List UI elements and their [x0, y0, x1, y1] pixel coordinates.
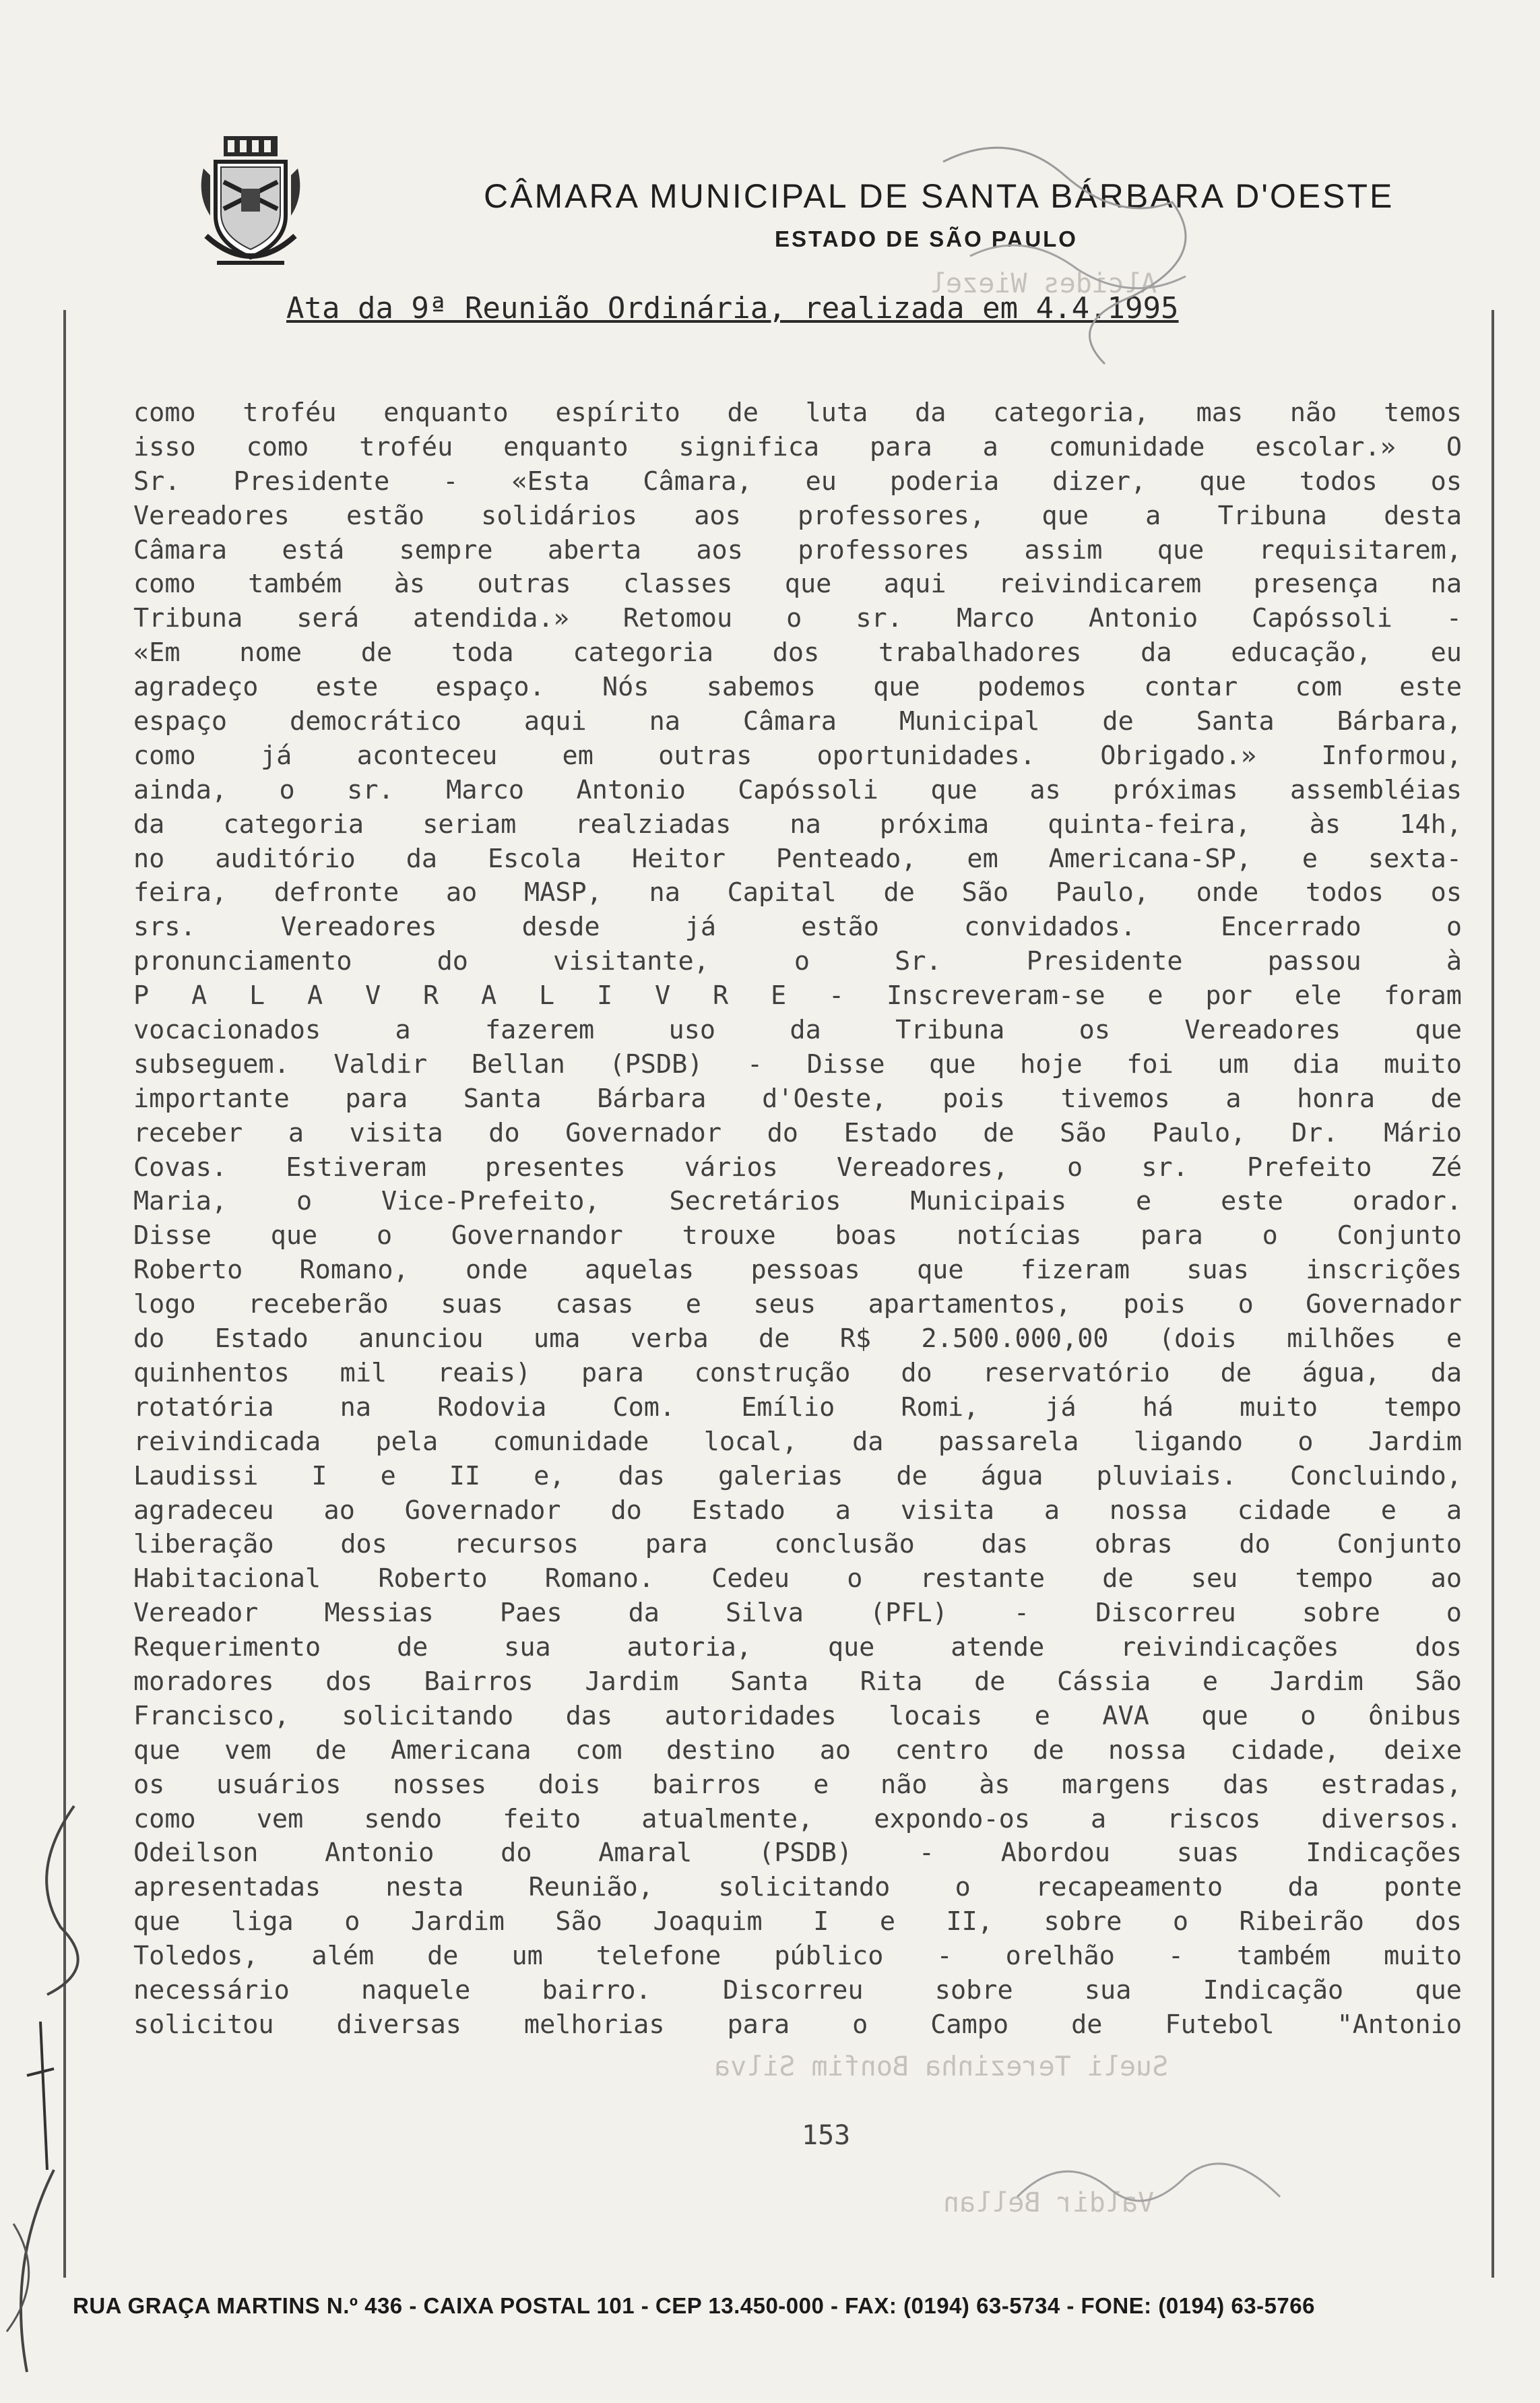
body-line: moradores dos Bairros Jardim Santa Rita de Cássia e Jardim São: [133, 1666, 1462, 1697]
bleed-through-name-mid: Sueli Terezinha Bonfim Silva: [714, 2051, 1169, 2082]
body-line: Maria, o Vice-Prefeito, Secretários Municipais e este orador.: [133, 1186, 1462, 1217]
signature-scribble-top: [930, 121, 1266, 404]
body-line: agradeceu ao Governador do Estado a visita a nossa cidade e a: [133, 1495, 1462, 1526]
body-line: ainda, o sr. Marco Antonio Capóssoli que as próximas assembléias: [133, 774, 1462, 805]
body-line: do Estado anunciou uma verba de R$ 2.500.000,00 (dois milhões e: [133, 1323, 1462, 1354]
body-line: quinhentos mil reais) para construção do reservatório de água, da: [133, 1357, 1462, 1388]
body-line: que liga o Jardim São Joaquim I e II, sobre o Ribeirão dos: [133, 1906, 1462, 1937]
body-line: reivindicada pela comunidade local, da passarela ligando o Jardim: [133, 1426, 1462, 1457]
state-subtitle: ESTADO DE SÃO PAULO: [775, 226, 1078, 251]
body-line: Odeilson Antonio do Amaral (PSDB) - Abordou suas Indicações: [133, 1838, 1462, 1869]
body-line: P A L A V R A L I V R E - Inscreveram-se e por ele foram: [133, 980, 1462, 1011]
body-line: necessário naquele bairro. Discorreu sobre sua Indicação que: [133, 1974, 1462, 2005]
body-line: Requerimento de sua autoria, que atende reivindicações dos: [133, 1632, 1462, 1663]
right-margin-rule: [1491, 310, 1494, 2278]
body-line: como também às outras classes que aqui reivindicarem presença na: [133, 569, 1462, 600]
body-line: espaço democrático aqui na Câmara Municipal de Santa Bárbara,: [133, 706, 1462, 737]
body-line: como vem sendo feito atualmente, expondo-os a riscos diversos.: [133, 1803, 1462, 1834]
body-line: da categoria seriam realziadas na próxima quinta-feira, às 14h,: [133, 809, 1462, 840]
body-line: rotatória na Rodovia Com. Emílio Romi, já há muito tempo: [133, 1392, 1462, 1423]
body-line: agradeço este espaço. Nós sabemos que podemos contar com este: [133, 672, 1462, 703]
body-line: que vem de Americana com destino ao centro de nossa cidade, deixe: [133, 1735, 1462, 1766]
signature-scribble-bottom: [1010, 2136, 1293, 2237]
body-line: liberação dos recursos para conclusão das obras do Conjunto: [133, 1529, 1462, 1560]
body-line: no auditório da Escola Heitor Penteado, em Americana-SP, e sexta-: [133, 843, 1462, 874]
body-line: importante para Santa Bárbara d'Oeste, pois tivemos a honra de: [133, 1083, 1462, 1114]
body-line: Habitacional Roberto Romano. Cedeu o restante de seu tempo ao: [133, 1563, 1462, 1594]
body-line: como troféu enquanto espírito de luta da categoria, mas não temos: [133, 398, 1462, 428]
minutes-body: [133, 396, 1462, 2042]
body-line: Sr. Presidente - «Esta Câmara, eu poderia dizer, que todos os: [133, 466, 1462, 497]
body-line: Disse que o Governandor trouxe boas notícias para o Conjunto: [133, 1220, 1462, 1251]
body-line: Vereador Messias Paes da Silva (PFL) - Discorreu sobre o: [133, 1598, 1462, 1629]
body-line: Covas. Estiveram presentes vários Vereadores, o sr. Prefeito Zé: [133, 1152, 1462, 1183]
page-number: 153: [802, 2120, 851, 2151]
chamber-name-heading: CÂMARA MUNICIPAL DE SANTA BÁRBARA D'OESTE: [484, 177, 1394, 215]
minutes-title: Ata da 9ª Reunião Ordinária, realizada em 4.4.1995: [286, 291, 1179, 325]
bleed-through-name-bottom: Valdir Bellan: [943, 2187, 1155, 2218]
body-line: apresentadas nesta Reunião, solicitando o recapeamento da ponte: [133, 1872, 1462, 1903]
body-line: feira, defronte ao MASP, na Capital de São Paulo, onde todos os: [133, 877, 1462, 908]
body-line: logo receberão suas casas e seus apartamentos, pois o Governador: [133, 1289, 1462, 1320]
body-line: os usuários nosses dois bairros e não às margens das estradas,: [133, 1769, 1462, 1800]
body-line: como já aconteceu em outras oportunidades. Obrigado.» Informou,: [133, 740, 1462, 771]
body-line: Toledos, além de um telefone público - orelhão - também muito: [133, 1941, 1462, 1972]
address-footer: RUA GRAÇA MARTINS N.º 436 - CAIXA POSTAL 101 - CEP 13.450-000 - FAX: (0194) 63-5734 - FONE: (0194) 63-5766: [73, 2293, 1315, 2318]
body-line: Roberto Romano, onde aquelas pessoas que fizeram suas inscrições: [133, 1255, 1462, 1286]
body-line: Tribuna será atendida.» Retomou o sr. Marco Antonio Capóssoli -: [133, 603, 1462, 634]
body-line: solicitou diversas melhorias para o Campo de Futebol "Antonio: [133, 2009, 1462, 2040]
bleed-through-name-top: Alcides Wiezel: [930, 268, 1157, 299]
body-line: srs. Vereadores desde já estão convidados. Encerrado o: [133, 912, 1462, 943]
coat-of-arms-icon: [197, 135, 304, 276]
body-line: pronunciamento do visitante, o Sr. Presidente passou à: [133, 946, 1462, 977]
body-line: «Em nome de toda categoria dos trabalhadores da educação, eu: [133, 637, 1462, 668]
body-line: receber a visita do Governador do Estado de São Paulo, Dr. Mário: [133, 1117, 1462, 1148]
body-line: Laudissi I e II e, das galerias de água pluviais. Concluindo,: [133, 1460, 1462, 1491]
body-line: Francisco, solicitando das autoridades locais e AVA que o ônibus: [133, 1700, 1462, 1731]
body-line: subseguem. Valdir Bellan (PSDB) - Disse que hoje foi um dia muito: [133, 1049, 1462, 1080]
body-line: Câmara está sempre aberta aos professores assim que requisitarem,: [133, 534, 1462, 565]
body-line: Vereadores estão solidários aos professores, que a Tribuna desta: [133, 500, 1462, 531]
body-line: isso como troféu enquanto significa para a comunidade escolar.» O: [133, 431, 1462, 462]
body-line: vocacionados a fazerem uso da Tribuna os Vereadores que: [133, 1015, 1462, 1046]
